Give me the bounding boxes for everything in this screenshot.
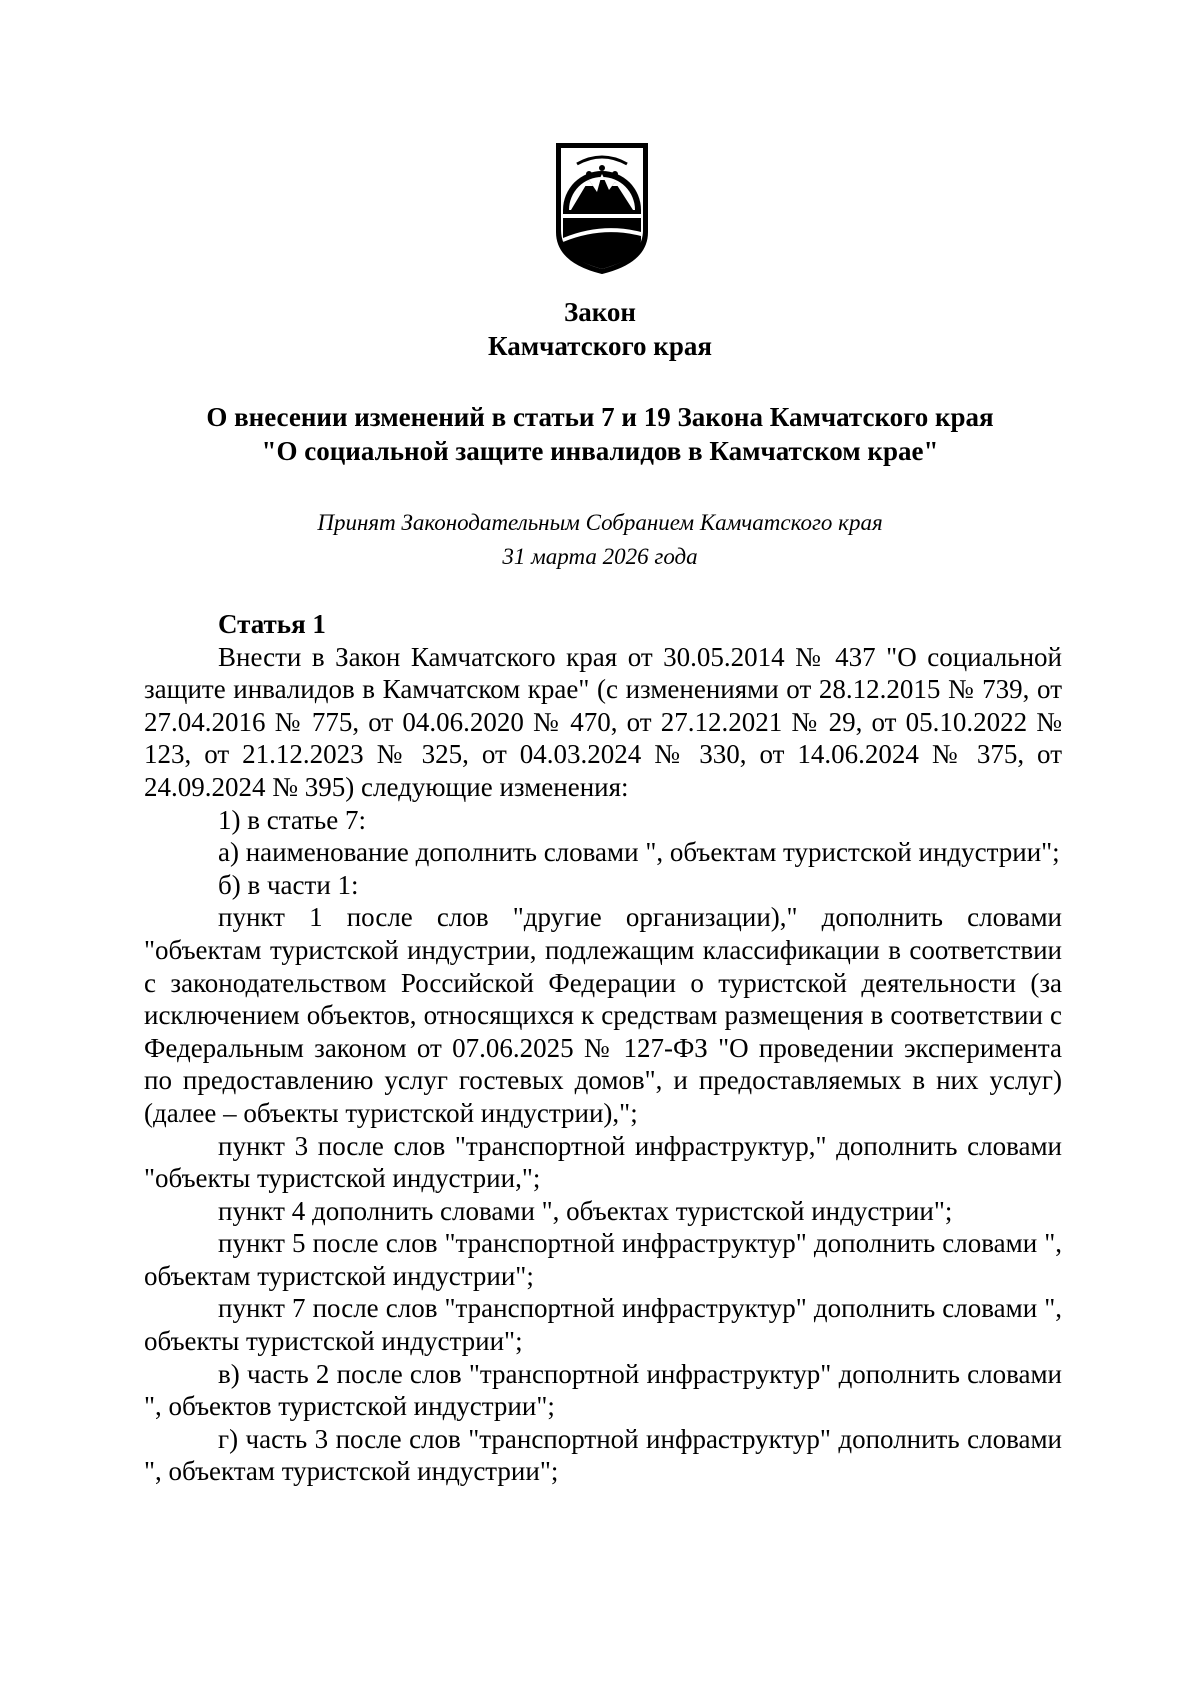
law-title-line-2: Камчатского края xyxy=(488,331,712,361)
kamchatka-coat-of-arms-icon xyxy=(549,140,655,275)
law-title-line-1: Закон xyxy=(563,297,636,327)
article-paragraph: пункт 1 после слов "другие организации)," дополнить словами "объектам туристской индустрии, подлежащим классификации в соответствии с законодательством Российской Федерации о туристской деятельности (за исключением объектов, относящихся к средствам размещения в соответствии с Федеральным законом от 07.06.2025 № 127-ФЗ "О проведении эксперимента по предоставлению услуг гостевых домов", и предоставляемых в них услуг) (далее – объекты туристской индустрии),"; xyxy=(144,902,1062,1128)
law-subtitle xyxy=(0,400,1200,468)
article-paragraph: пункт 3 после слов "транспортной инфраструктур," дополнить словами "объекты туристской индустрии,"; xyxy=(144,1130,1062,1194)
article-paragraph: в) часть 2 после слов "транспортной инфраструктур" дополнить словами ", объектов туристской индустрии"; xyxy=(144,1358,1062,1422)
article-paragraph: пункт 7 после слов "транспортной инфраструктур" дополнить словами ", объекты туристской индустрии"; xyxy=(144,1293,1062,1357)
law-subtitle-line-1: О внесении изменений в статьи 7 и 19 Закона Камчатского края xyxy=(206,402,994,432)
article-body xyxy=(144,608,1062,1488)
article-paragraph: пункт 5 после слов "транспортной инфраструктур" дополнить словами ", объектам туристской индустрии"; xyxy=(144,1228,1062,1291)
article-paragraph: б) в части 1: xyxy=(218,869,359,900)
adoption-date: 31 марта 2026 года xyxy=(502,544,698,569)
law-title xyxy=(0,295,1200,363)
article-heading: Статья 1 xyxy=(218,609,326,639)
article-paragraph: а) наименование дополнить словами ", объектам туристской индустрии"; xyxy=(218,837,1060,868)
adoption-note xyxy=(0,506,1200,574)
article-paragraph: 1) в статье 7: xyxy=(218,804,366,835)
law-subtitle-line-2: "О социальной защите инвалидов в Камчатском крае" xyxy=(261,436,939,466)
article-paragraph: пункт 4 дополнить словами ", объектах туристской индустрии"; xyxy=(218,1195,953,1226)
article-paragraph: г) часть 3 после слов "транспортной инфраструктур" дополнить словами ", объектам туристской индустрии"; xyxy=(144,1423,1062,1487)
adoption-note-line-1: Принят Законодательным Собранием Камчатского края xyxy=(317,510,883,535)
article-paragraph: Внести в Закон Камчатского края от 30.05.2014 № 437 "О социальной защите инвалидов в Камчатском крае" (с изменениями от 28.12.2015 № 739, от 27.04.2016 № 775, от 04.06.2020 № 470, от 27.12.2021 № 29, от 05.10.2022 № 123, от 21.12.2023 № 325, от 04.03.2024 № 330, от 14.06.2024 № 375, от 24.09.2024 № 395) следующие изменения: xyxy=(144,641,1062,802)
